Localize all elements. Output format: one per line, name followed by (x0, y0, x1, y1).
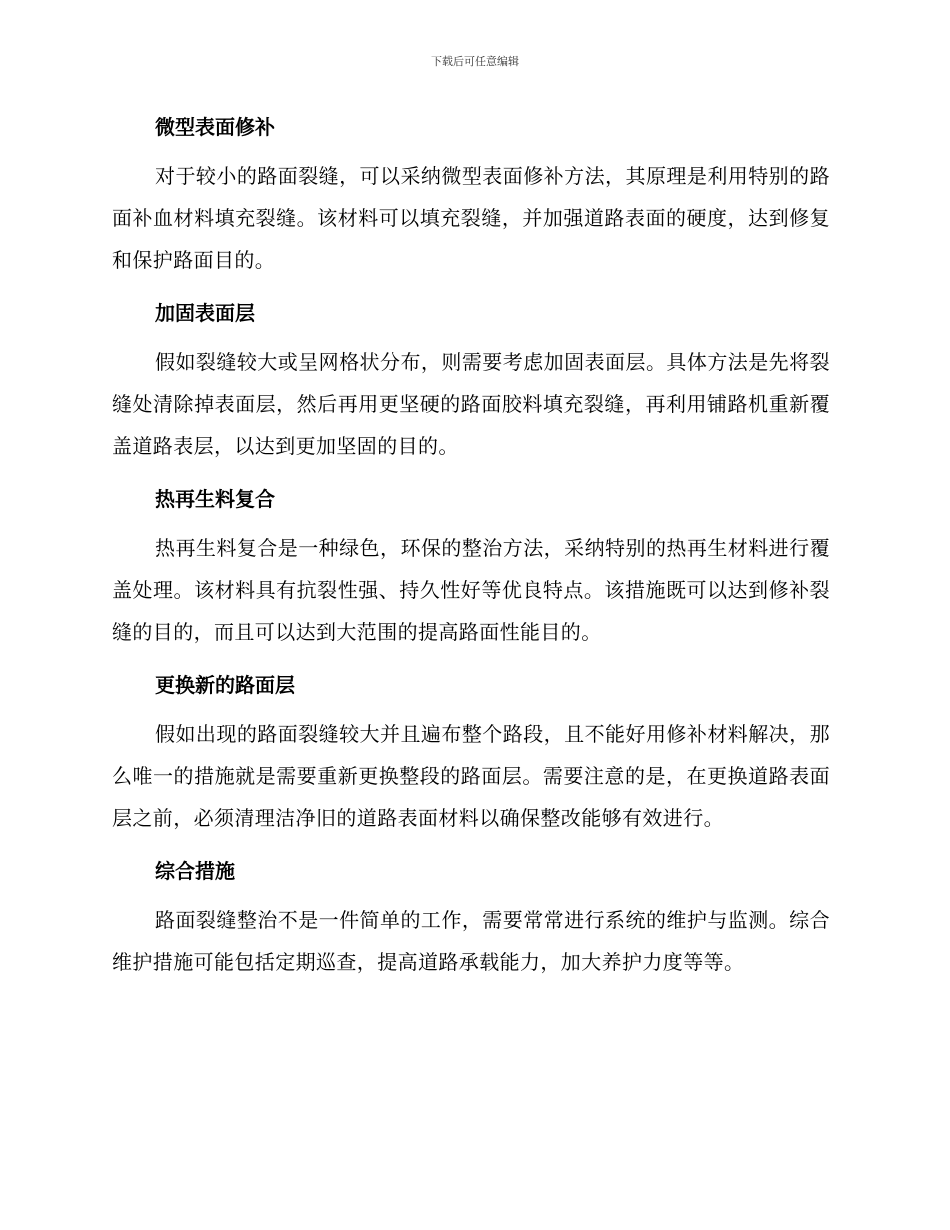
section-heading: 更换新的路面层 (155, 673, 295, 697)
page-header-note: 下载后可任意编辑 (431, 55, 519, 68)
section-heading: 热再生料复合 (155, 487, 275, 511)
section-replace-pavement-layer (112, 665, 830, 839)
section-paragraph: 热再生料复合是一种绿色，环保的整治方法，采纳特别的热再生材料进行覆盖处理。该材料具有抗裂性强、持久性好等优良特点。该措施既可以达到修补裂缝的目的，而且可以达到大范围的提高路面性能目的。 (112, 536, 830, 644)
section-heading: 加固表面层 (155, 301, 255, 325)
section-heading: 综合措施 (155, 859, 235, 883)
section-paragraph: 假如裂缝较大或呈网格状分布，则需要考虑加固表面层。具体方法是先将裂缝处清除掉表面层，然后再用更坚硬的路面胶料填充裂缝，再利用铺路机重新覆盖道路表层，以达到更加坚固的目的。 (112, 350, 830, 458)
section-paragraph: 对于较小的路面裂缝，可以采纳微型表面修补方法，其原理是利用特别的路面补血材料填充裂缝。该材料可以填充裂缝，并加强道路表面的硬度，达到修复和保护路面目的。 (112, 164, 830, 272)
section-reinforce-surface-layer (112, 293, 830, 467)
section-micro-surface-repair (112, 107, 830, 281)
section-hot-recycled-composite (112, 479, 830, 653)
section-comprehensive-measures (112, 851, 830, 983)
section-heading: 微型表面修补 (155, 115, 275, 139)
section-paragraph: 路面裂缝整治不是一件简单的工作，需要常常进行系统的维护与监测。综合维护措施可能包括定期巡查，提高道路承载能力，加大养护力度等等。 (112, 908, 830, 974)
section-paragraph: 假如出现的路面裂缝较大并且遍布整个路段，且不能好用修补材料解决，那么唯一的措施就是需要重新更换整段的路面层。需要注意的是，在更换道路表面层之前，必须清理洁净旧的道路表面材料以确保整改能够有效进行。 (112, 722, 830, 830)
document-body (112, 107, 830, 995)
